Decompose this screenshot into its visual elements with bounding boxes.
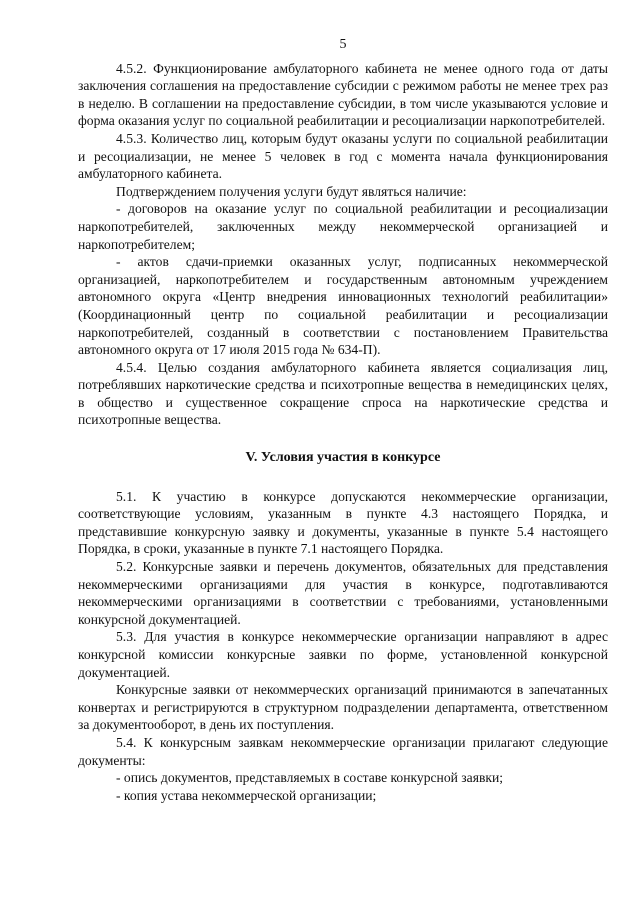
paragraph-applications-receipt: Конкурсные заявки от некоммерческих организаций принимаются в запечатанных конвертах и регистрируются в структурном подразделении департамента, ответственном за документооборот, в день их поступления. — [78, 682, 608, 733]
paragraph-5-4: 5.4. К конкурсным заявкам некоммерческие организации прилагают следующие документы: — [78, 734, 608, 768]
document-page — [78, 36, 608, 804]
page-number: 5 — [339, 37, 347, 52]
paragraph-5-1: 5.1. К участию в конкурсе допускаются некоммерческие организации, соответствующие условиям, указанным в пункте 4.3 настоящего Порядка, и представившие конкурсную заявку и документы, указанные в пункте 5.4 настоящего Порядка, в сроки, указанные в пункте 7.1 настоящего Порядка. — [78, 488, 608, 557]
paragraph-5-2: 5.2. Конкурсные заявки и перечень документов, обязательных для представления некоммерческими организациями для участия в конкурсе, подготавливаются некоммерческими организациями в соответствии с требованиями, установленными конкурсной документацией. — [78, 559, 608, 627]
list-item-inventory: - опись документов, представляемых в составе конкурсной заявки; — [116, 770, 504, 786]
list-item-charter-copy: - копия устава некоммерческой организации; — [116, 787, 377, 803]
paragraph-4-5-4: 4.5.4. Целью создания амбулаторного кабинета является социализация лиц, потреблявших наркотические средства и психотропные вещества в немедицинских целях, в общество и существенное сокращение спроса на наркотические средства и психотропные вещества. — [78, 359, 608, 428]
paragraph-confirmation-intro: Подтверждением получения услуги будут являться наличие: — [116, 183, 467, 199]
section-heading-v: V. Условия участия в конкурсе — [245, 450, 441, 466]
paragraph-4-5-2: 4.5.2. Функционирование амбулаторного кабинета не менее одного года от даты заключения соглашения на предоставление субсидии с режимом работы не менее трех раз в неделю. В соглашении на предоставление субсидии, в том числе указываются условие и форма оказания услуг по социальной реабилитации и ресоциализации наркопотребителей. — [78, 60, 608, 129]
list-item-contracts: - договоров на оказание услуг по социальной реабилитации и ресоциализации наркопотребителей, заключенных между некоммерческой организацией и наркопотребителем; — [78, 201, 608, 252]
paragraph-4-5-3: 4.5.3. Количество лиц, которым будут оказаны услуги по социальной реабилитации и ресоциализации, не менее 5 человек в год с момента начала функционирования амбулаторного кабинета. — [78, 130, 608, 182]
list-item-acceptance-acts: - актов сдачи-приемки оказанных услуг, подписанных некоммерческой организацией, наркопотребителем и государственным автономным учреждением автономного округа «Центр внедрения инновационных технологий реабилитации» (Координационный центр по социальной реабилитации и ресоциализации наркопотребителей, созданный в соответствии с постановлением Правительства автономного округа от 17 июля 2015 года № 634-П). — [78, 254, 608, 358]
paragraph-5-3: 5.3. Для участия в конкурсе некоммерческие организации направляют в адрес конкурсной комиссии конкурсные заявки по форме, установленной конкурсной документацией. — [78, 629, 608, 680]
